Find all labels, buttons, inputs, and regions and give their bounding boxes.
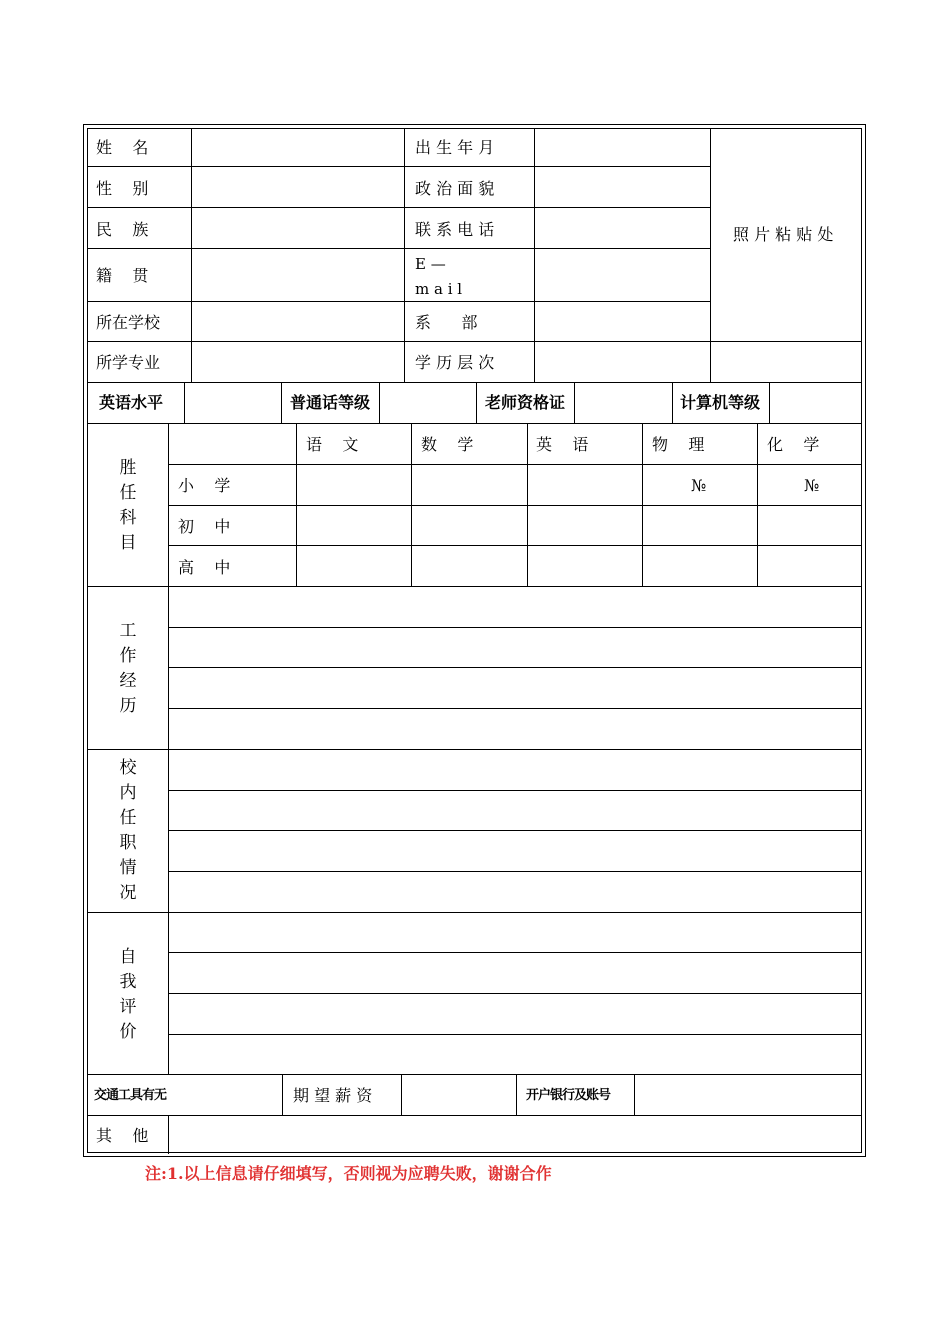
subject-col-chinese: 语 文 (306, 435, 359, 454)
level-row-primary: 小 学 (178, 476, 231, 495)
subject-col-physics: 物 理 (652, 435, 705, 454)
transport-label: 交通工具有无 (94, 1088, 167, 1103)
resume-form (83, 124, 866, 1157)
subjects-section-label: 胜 任 科 目 (119, 458, 137, 553)
subject-col-english: 英 语 (536, 435, 589, 454)
photo-placeholder-label: 照 片 粘 贴 处 (733, 225, 834, 244)
political-label: 政 治 面 貌 (415, 179, 495, 198)
computer-level-label: 计算机等级 (680, 393, 761, 412)
footnote: 注:1.以上信息请仔细填写，否则视为应聘失败，谢谢合作 (145, 1164, 552, 1183)
subject-col-chemistry: 化 学 (767, 435, 820, 454)
bank-account-label: 开户银行及账号 (526, 1088, 611, 1103)
origin-label: 籍 贯 (96, 266, 149, 285)
english-level-label: 英语水平 (99, 393, 164, 412)
birth-label: 出 生 年 月 (415, 138, 495, 157)
name-label: 姓 名 (96, 138, 149, 157)
major-label: 所学专业 (96, 353, 161, 372)
school-label: 所在学校 (96, 313, 161, 332)
number-mark: № (804, 476, 820, 495)
level-row-senior: 高 中 (178, 558, 231, 577)
work-experience-label: 工 作 经 历 (119, 621, 137, 716)
salary-label: 期 望 薪 资 (293, 1086, 373, 1105)
education-label: 学 历 层 次 (415, 353, 495, 372)
other-label: 其 他 (96, 1126, 149, 1145)
gender-label: 性 别 (96, 179, 149, 198)
level-row-junior: 初 中 (178, 517, 231, 536)
self-evaluation-label: 自 我 评 价 (119, 947, 137, 1042)
phone-label: 联 系 电 话 (415, 220, 495, 239)
teacher-cert-label: 老师资格证 (485, 393, 566, 412)
number-mark: № (691, 476, 707, 495)
campus-positions-label: 校 内 任 职 情 况 (119, 758, 137, 903)
email-label-line1: E — (415, 255, 446, 273)
subject-col-math: 数 学 (421, 435, 474, 454)
mandarin-level-label: 普通话等级 (290, 393, 371, 412)
department-label: 系 部 (415, 313, 478, 332)
form-grid (87, 128, 862, 1153)
ethnicity-label: 民 族 (96, 220, 149, 239)
email-label-line2: m a i l (415, 280, 463, 298)
